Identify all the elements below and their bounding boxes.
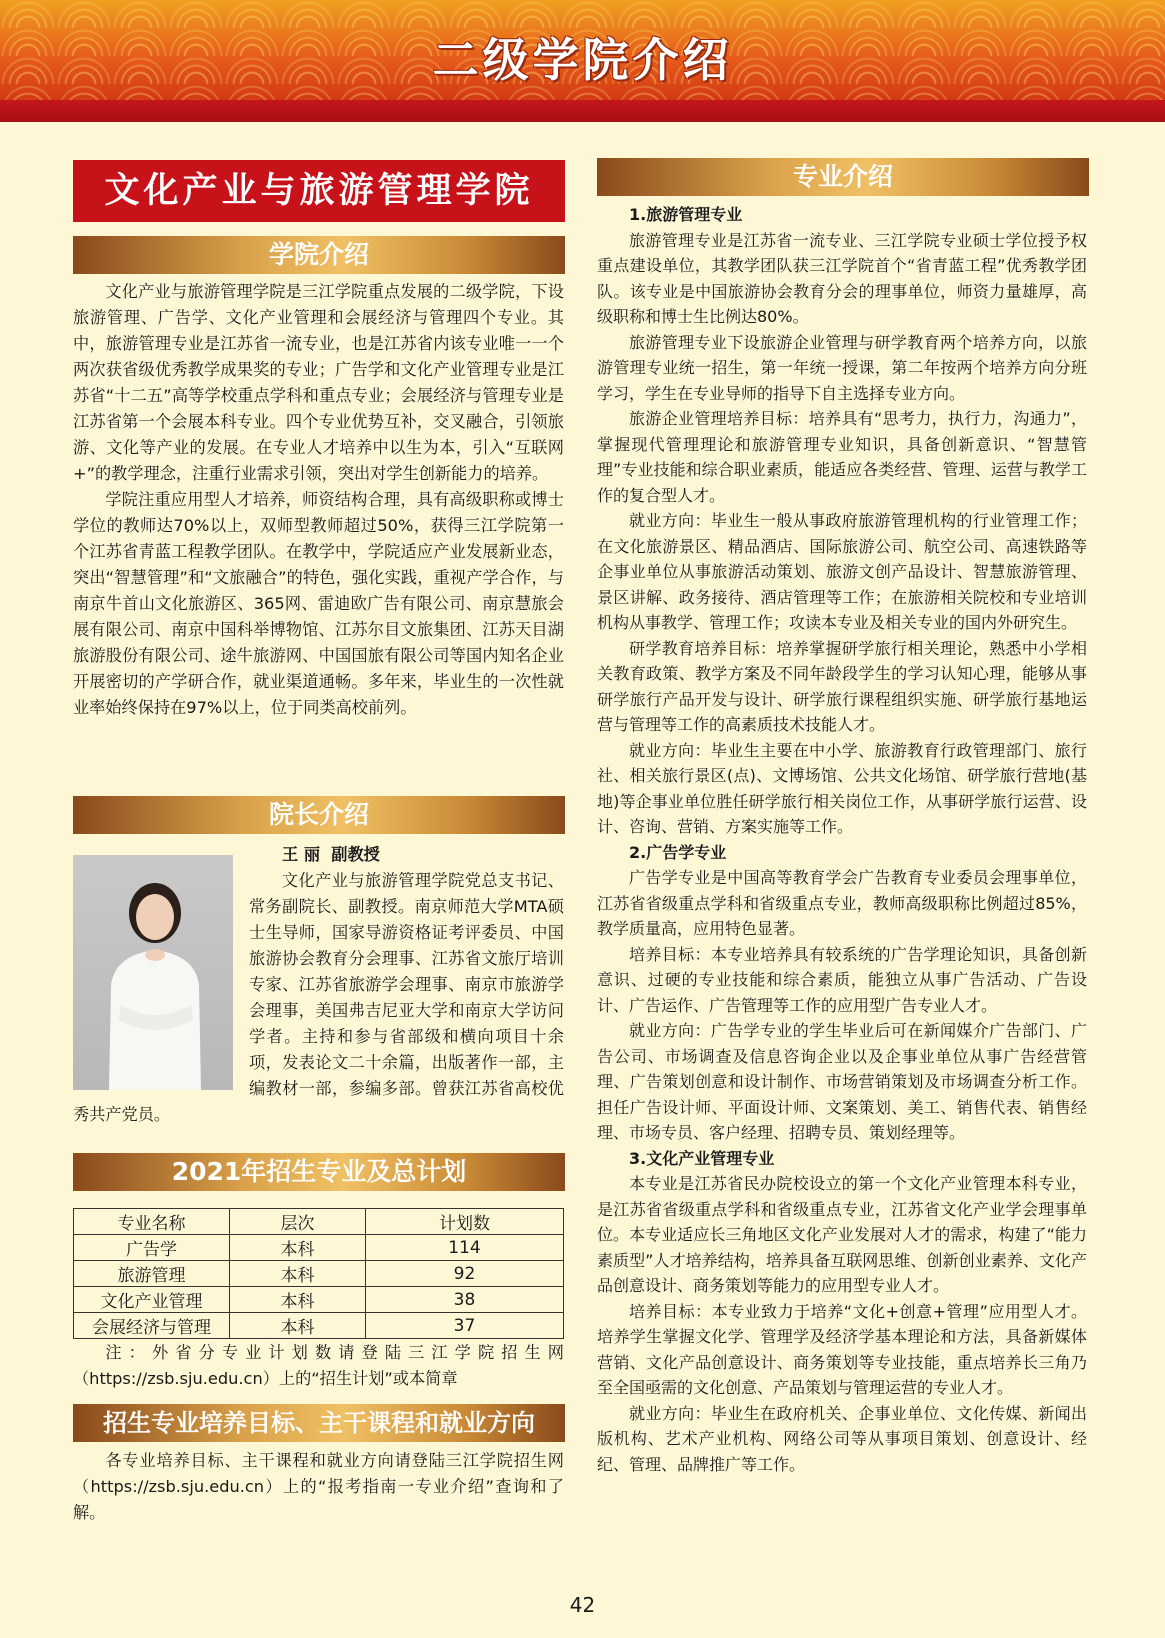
page-title: 二级学院介绍 bbox=[432, 33, 733, 87]
goals-heading: 招生专业培养目标、主干课程和就业方向 bbox=[73, 1404, 565, 1442]
table-row bbox=[74, 1287, 564, 1313]
dean-name: 王 丽 副教授 bbox=[282, 845, 380, 864]
table-cell: 本科 bbox=[230, 1261, 366, 1287]
column-header: 专业名称 bbox=[74, 1209, 230, 1235]
plan-note-text: 注：外省分专业计划数请登陆三江学院招生网（https://zsb.sju.edu.cn）上的“招生计划”或本简章 bbox=[73, 1343, 564, 1388]
table-cell: 广告学 bbox=[74, 1235, 230, 1261]
majors-text bbox=[597, 202, 1087, 1477]
major-paragraph: 旅游管理专业下设旅游企业管理与研学教育两个培养方向，以旅游管理专业统一招生，第一年统一授课，第二年按两个培养方向分班学习，学生在专业导师的指导下自主选择专业方向。 bbox=[597, 332, 1087, 403]
dean-bio-text: 文化产业与旅游管理学院党总支书记、常务副院长、副教授。南京师范大学MTA硕士生导师，国家导游资格证考评委员、中国旅游协会教育分会理事、江苏省文旅厅培训专家、江苏省旅游学会理事、南京市旅游学会理事，美国弗吉尼亚大学和南京大学访问学者。主持和参与省部级和横向项目十余项，发表论文二十余篇，出版著作一部，主编教材一部，参编多部。曾获江苏省高校优秀共产党员。 bbox=[73, 871, 564, 1124]
dean-heading: 院长介绍 bbox=[73, 796, 565, 834]
major-paragraph: 就业方向：广告学专业的学生毕业后可在新闻媒介广告部门、广告公司、市场调查及信息咨询企业以及企事业单位从事广告经营管理、广告策划创意和设计制作、市场营销策划及市场调查分析工作。担任广告设计师、平面设计师、文案策划、美工、销售代表、销售经理、市场专员、客户经理、招聘专员、策划经理等。 bbox=[597, 1021, 1087, 1142]
intro-text bbox=[73, 279, 564, 721]
column-header: 层次 bbox=[230, 1209, 366, 1235]
major-paragraph: 广告学专业是中国高等教育学会广告教育专业委员会理事单位，江苏省省级重点学科和省级重点专业，教师高级职称比例超过85%，教学质量高，应用特色显著。 bbox=[597, 868, 1087, 938]
major-paragraph: 就业方向：毕业生在政府机关、企事业单位、文化传媒、新闻出版机构、艺术产业机构、网络公司等从事项目策划、创意设计、经纪、管理、品牌推广等工作。 bbox=[597, 1403, 1087, 1474]
photo-spacer bbox=[73, 868, 249, 1078]
header-strip bbox=[0, 100, 1165, 122]
major-title: 2.广告学专业 bbox=[629, 842, 727, 862]
major-paragraph: 本专业是江苏省民办院校设立的第一个文化产业管理本科专业，是江苏省省级重点学科和省级重点专业，江苏省文化产业学会理事单位。本专业适应长三角地区文化产业发展对人才的需求，构建了“能力素质型”人才培养结构，培养具备互联网思维、创新创业素养、文化产品创意设计、商务策划等能力的应用型专业人才。 bbox=[597, 1174, 1087, 1295]
major-paragraph: 培养目标：本专业培养具有较系统的广告学理论知识，具备创新意识、过硬的专业技能和综合素质，能独立从事广告活动、广告设计、广告运作、广告管理等工作的应用型广告专业人才。 bbox=[597, 944, 1087, 1015]
table-cell: 本科 bbox=[230, 1313, 366, 1339]
dean-bio bbox=[73, 868, 564, 1128]
table-cell: 37 bbox=[366, 1313, 564, 1339]
column-header: 计划数 bbox=[366, 1209, 564, 1235]
table-cell: 文化产业管理 bbox=[74, 1287, 230, 1313]
intro-heading: 学院介绍 bbox=[73, 236, 565, 274]
major-title: 1.旅游管理专业 bbox=[629, 205, 743, 224]
table-cell: 114 bbox=[366, 1235, 564, 1261]
intro-paragraph: 文化产业与旅游管理学院是三江学院重点发展的二级学院，下设旅游管理、广告学、文化产业管理和会展经济与管理四个专业。其中，旅游管理专业是江苏省一流专业，也是江苏省内该专业唯一一个两次获省级优秀教学成果奖的专业；广告学和文化产业管理专业是江苏省“十二五”高等学校重点学科和重点专业；会展经济与管理专业是江苏省第一个会展本科专业。四个专业优势互补，交叉融合，引领旅游、文化等产业的发展。在专业人才培养中以生为本，引入“互联网+”的教学理念，注重行业需求引领，突出对学生创新能力的培养。 bbox=[73, 282, 564, 483]
table-cell: 38 bbox=[366, 1287, 564, 1313]
table-cell: 本科 bbox=[230, 1235, 366, 1261]
majors-heading: 专业介绍 bbox=[597, 158, 1089, 196]
plan-table bbox=[73, 1208, 564, 1339]
plan-note bbox=[73, 1340, 564, 1392]
plan-heading: 2021年招生专业及总计划 bbox=[73, 1153, 565, 1191]
major-paragraph: 培养目标：本专业致力于培养“文化+创意+管理”应用型人才。培养学生掌握文化学、管理学及经济学基本理论和方法，具备新媒体营销、文化产品创意设计、商务策划等专业技能，重点培养长三角乃至全国亟需的文化创意、产品策划与管理运营的专业人才。 bbox=[597, 1301, 1087, 1397]
goals-paragraph: 各专业培养目标、主干课程和就业方向请登陆三江学院招生网（https://zsb.sju.edu.cn）上的“报考指南一专业介绍”查询和了解。 bbox=[73, 1451, 564, 1522]
table-cell: 旅游管理 bbox=[74, 1261, 230, 1287]
table-row bbox=[74, 1313, 564, 1339]
goals-text bbox=[73, 1448, 564, 1526]
major-paragraph: 就业方向：毕业生一般从事政府旅游管理机构的行业管理工作；在文化旅游景区、精品酒店、国际旅游公司、航空公司、高速铁路等企事业单位从事旅游活动策划、旅游文创产品设计、智慧旅游管理、景区讲解、政务接待、酒店管理等工作；在旅游相关院校和专业培训机构从事教学、管理工作；攻读本专业及相关专业的国内外研究生。 bbox=[597, 511, 1087, 632]
page-number: 42 bbox=[569, 1593, 596, 1617]
major-paragraph: 研学教育培养目标：培养掌握研学旅行相关理论，熟悉中小学相关教育政策、教学方案及不同年龄段学生的学习认知心理，能够从事研学旅行产品开发与设计、研学旅行课程组织实施、研学旅行基地运营与管理等工作的高素质技术技能人才。 bbox=[597, 638, 1087, 734]
major-paragraph: 旅游管理专业是江苏省一流专业、三江学院专业硕士学位授予权重点建设单位，其教学团队获三江学院首个“省青蓝工程”优秀教学团队。该专业是中国旅游协会教育分会的理事单位，师资力量雄厚，高级职称和博士生比例达80%。 bbox=[597, 230, 1087, 326]
table-cell: 本科 bbox=[230, 1287, 366, 1313]
table-cell: 会展经济与管理 bbox=[74, 1313, 230, 1339]
major-paragraph: 就业方向：毕业生主要在中小学、旅游教育行政管理部门、旅行社、相关旅行景区(点)、文博场馆、公共文化场馆、研学旅行营地(基地)等企事业单位胜任研学旅行相关岗位工作，从事研学旅行运营、设计、咨询、营销、方案实施等工作。 bbox=[597, 740, 1087, 836]
major-paragraph: 旅游企业管理培养目标：培养具有“思考力，执行力，沟通力”，掌握现代管理理论和旅游管理专业知识，具备创新意识、“智慧管理”专业技能和综合职业素质，能适应各类经营、管理、运营与教学工作的复合型人才。 bbox=[597, 409, 1087, 505]
table-row bbox=[74, 1261, 564, 1287]
intro-paragraph: 学院注重应用型人才培养，师资结构合理，具有高级职称或博士学位的教师达70%以上，双师型教师超过50%，获得三江学院第一个江苏省青蓝工程教学团队。在教学中，学院适应产业发展新业态，突出“智慧管理”和“文旅融合”的特色，强化实践，重视产学合作，与南京牛首山文化旅游区、365网、雷迪欧广告有限公司、南京慧旅会展有限公司、南京中国科举博物馆、江苏尔目文旅集团、江苏天目湖旅游股份有限公司、途牛旅游网、中国国旅有限公司等国内知名企业开展密切的产学研合作，就业渠道通畅。多年来，毕业生的一次性就业率始终保持在97%以上，位于同类高校前列。 bbox=[73, 490, 564, 717]
table-header-row bbox=[74, 1209, 564, 1235]
major-title: 3.文化产业管理专业 bbox=[629, 1148, 775, 1168]
table-cell: 92 bbox=[366, 1261, 564, 1287]
college-title: 文化产业与旅游管理学院 bbox=[73, 160, 565, 222]
table-row bbox=[74, 1235, 564, 1261]
